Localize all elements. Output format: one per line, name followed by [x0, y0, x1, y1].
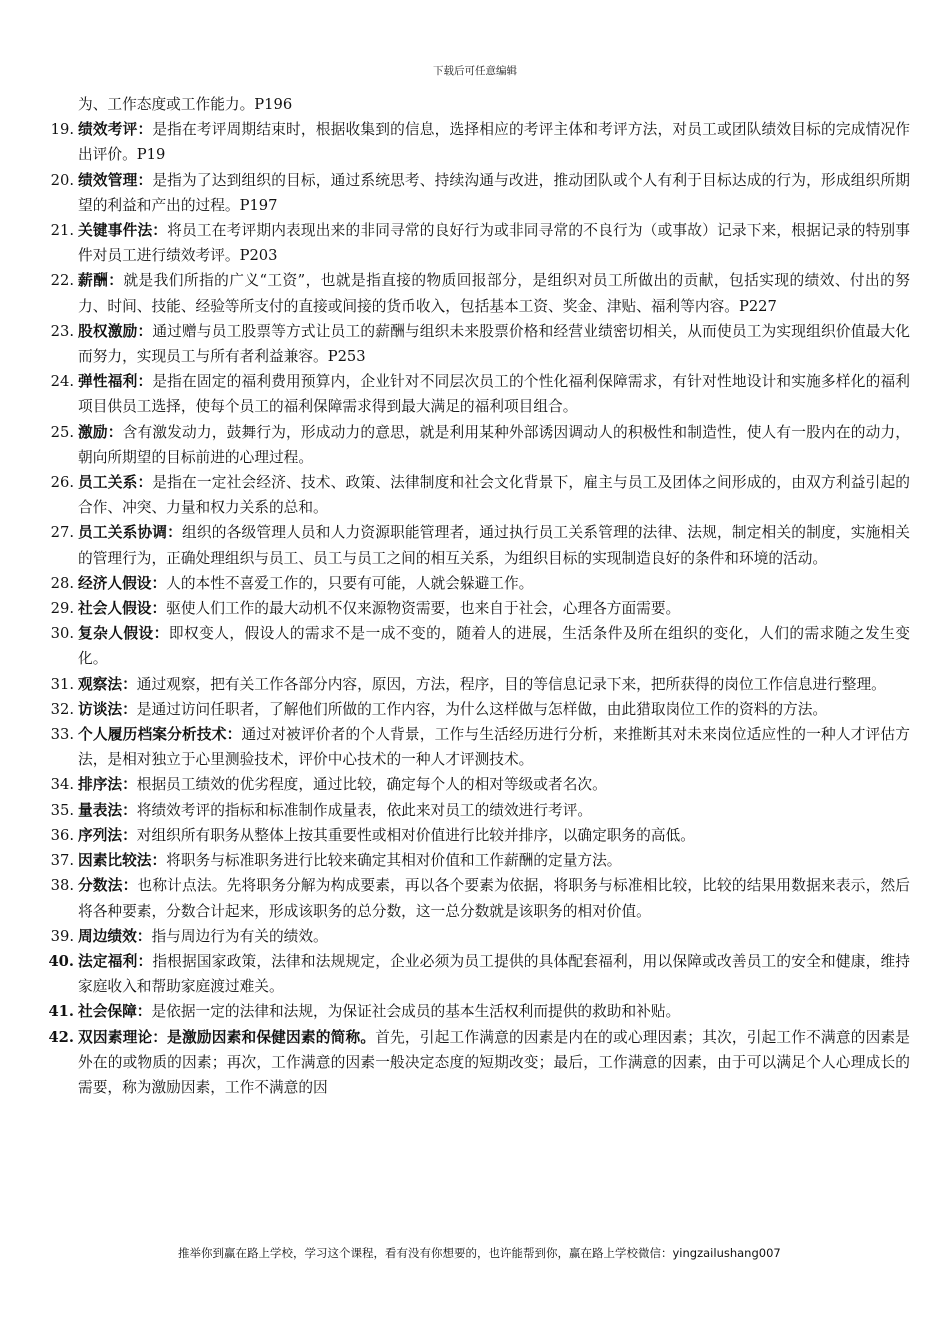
page-header: 下载后可任意编辑: [433, 65, 517, 77]
item-number: 40.: [48, 952, 74, 970]
item-definition: 也称计点法。先将职务分解为构成要素，再以各个要素为依据，将职务与标准相比较，比较的结果用数据来表示，然后将各种要素，分数合计起来，形成该职务的总分数，这一总分数就是该职务的相对价值。: [78, 877, 910, 920]
item-body: [78, 571, 910, 596]
footer-text: 推举你到赢在路上学校，学习这个课程，看有没有你想要的，也许能帮到你，赢在路上学校微信：: [178, 1246, 673, 1260]
item-definition: 将职务与标准职务进行比较来确定其相对价值和工作薪酬的定量方法。: [166, 852, 622, 870]
item-term: 个人履历档案分析技术：: [78, 726, 242, 744]
item-number: 35.: [50, 801, 74, 819]
glossary-item: [30, 369, 910, 419]
item-term: 绩效管理：: [78, 171, 153, 189]
item-term: 激励：: [78, 423, 123, 441]
item-number: 37.: [50, 852, 74, 870]
item-definition: 根据员工绩效的优劣程度，通过比较，确定每个人的相对等级或者名次。: [136, 776, 607, 794]
item-number: 41.: [48, 1003, 74, 1021]
item-term: 法定福利：: [78, 952, 153, 970]
item-term: 复杂人假设：: [78, 625, 169, 643]
glossary-item: [30, 798, 910, 823]
glossary-item: [30, 848, 910, 873]
item-number: 19.: [50, 121, 74, 139]
glossary-item: [30, 697, 910, 722]
item-term: 序列法：: [78, 826, 137, 844]
item-term: 社会保障：: [78, 1003, 152, 1021]
item-definition: 将员工在考评期内表现出来的非同寻常的良好行为或非同寻常的不良行为（或事故）记录下来，根据记录的特别事件对员工进行绩效考评。P203: [78, 222, 910, 265]
item-body: [78, 772, 910, 797]
item-number: 39.: [50, 927, 74, 945]
item-number: 42.: [48, 1028, 74, 1046]
item-definition: 含有激发动力，鼓舞行为，形成动力的意思，就是利用某种外部诱因调动人的积极性和制造性，使人有一股内在的动力，朝向所期望的目标前进的心理过程。: [78, 423, 910, 466]
item-definition: 人的本性不喜爱工作的，只要有可能，人就会躲避工作。: [166, 574, 534, 592]
item-definition: 是通过访问任职者，了解他们所做的工作内容，为什么这样做与怎样做，由此猎取岗位工作的资料的方法。: [136, 700, 828, 718]
item-term: 双因素理论：是激励因素和保健因素的简称。: [78, 1028, 376, 1046]
item-definition: 组织的各级管理人员和人力资源职能管理者，通过执行员工关系管理的法律、法规，制定相关的制度，实施相关的管理行为，正确处理组织与员工、员工与员工之间的相互关系，为组织目标的实现制造良好的条件和环境的活动。: [78, 524, 910, 567]
item-term: 薪酬：: [78, 272, 124, 290]
item-body: [78, 420, 910, 470]
item-body: [78, 848, 910, 873]
item-definition: 是指在考评周期结束时，根据收集到的信息，选择相应的考评主体和考评方法，对员工或团队绩效目标的完成情况作出评价。P19: [78, 121, 910, 164]
item-number: 38.: [50, 877, 74, 895]
item-term: 关键事件法：: [78, 222, 168, 240]
page-footer: [178, 1246, 938, 1261]
item-term: 弹性福利：: [78, 373, 153, 391]
item-number: 27.: [50, 524, 74, 542]
item-term: 排序法：: [78, 776, 137, 794]
item-body: [78, 319, 910, 369]
item-body: [78, 117, 910, 167]
glossary-item: [30, 621, 910, 671]
item-term: 经济人假设：: [78, 574, 167, 592]
glossary-item: [30, 571, 910, 596]
item-body: [78, 168, 910, 218]
item-body: [78, 621, 910, 671]
item-term: 周边绩效：: [78, 927, 152, 945]
item-number: 34.: [50, 776, 74, 794]
item-body: [78, 470, 910, 520]
glossary-item: [30, 999, 910, 1024]
glossary-item: [30, 596, 910, 621]
item-definition: 将绩效考评的指标和标准制作成量表，依此来对员工的绩效进行考评。: [136, 801, 593, 819]
item-body: [78, 697, 910, 722]
glossary-list: [30, 117, 910, 1100]
item-number: 36.: [50, 826, 74, 844]
item-term: 社会人假设：: [78, 600, 167, 618]
glossary-item: [30, 772, 910, 797]
item-definition: 指根据国家政策，法律和法规规定，企业必须为员工提供的具体配套福利，用以保障或改善员工的安全和健康，维持家庭收入和帮助家庭渡过难关。: [78, 952, 910, 996]
item-body: [78, 520, 910, 570]
item-definition: 通过赠与员工股票等方式让员工的薪酬与组织未来股票价格和经营业绩密切相关，从而使员工为实现组织价值最大化而努力，实现员工与所有者利益兼容。P253: [78, 322, 910, 366]
item-body: [78, 722, 910, 772]
glossary-item: [30, 672, 910, 697]
glossary-item: [30, 949, 910, 999]
item-number: 28.: [50, 574, 74, 592]
glossary-item: [30, 520, 910, 570]
glossary-item: [30, 722, 910, 772]
item-definition: 是指在一定社会经济、技术、政策、法律制度和社会文化背景下，雇主与员工及团体之间形成的，由双方利益引起的合作、冲突、力量和权力关系的总和。: [78, 474, 910, 517]
item-definition: 通过观察，把有关工作各部分内容，原因，方法，程序，目的等信息记录下来，把所获得的岗位工作信息进行整理。: [136, 675, 886, 693]
item-definition: 就是我们所指的广义“工资”，也就是指直接的物质回报部分，是组织对员工所做出的贡献，包括实现的绩效、付出的努力、时间、技能、经验等所支付的直接或间接的货币收入，包括基本工资、奖金、津贴、福利等内容。P227: [78, 272, 910, 315]
item-body: [78, 873, 910, 923]
glossary-item: [30, 420, 910, 470]
item-definition: 是指在固定的福利费用预算内，企业针对不同层次员工的个性化福利保障需求，有针对性地设计和实施多样化的福利项目供员工选择，使每个员工的福利保障需求得到最大满足的福利项目组合。: [78, 373, 910, 416]
item-definition: 通过对被评价者的个人背景，工作与生活经历进行分析，来推断其对未来岗位适应性的一种人才评估方法，是相对独立于心里测验技术，评价中心技术的一种人才评测技术。: [78, 726, 910, 769]
item-number: 21.: [50, 222, 74, 240]
item-number: 30.: [50, 625, 74, 643]
item-body: [78, 596, 910, 621]
glossary-item: [30, 268, 910, 318]
item-term: 访谈法：: [78, 700, 137, 718]
item-body: [78, 999, 910, 1024]
glossary-item: [30, 117, 910, 167]
item-definition: 首先，引起工作满意的因素是内在的或心理因素；其次，引起工作不满意的因素是外在的或物质的因素；再次，工作满意的因素一般决定态度的短期改变；最后，工作满意的因素，由于可以满足个人心理成长的需要，称为激励因素，工作不满意的因: [78, 1028, 910, 1096]
item-term: 股权激励：: [78, 322, 153, 340]
item-number: 32.: [50, 700, 74, 718]
item-term: 员工关系协调：: [78, 524, 183, 542]
item-body: [78, 672, 910, 697]
item-number: 20.: [50, 171, 74, 189]
glossary-item: [30, 924, 910, 949]
glossary-item: [30, 319, 910, 369]
item-definition: 是指为了达到组织的目标，通过系统思考、持续沟通与改进，推动团队或个人有利于目标达成的行为，形成组织所期望的利益和产出的过程。P197: [78, 171, 910, 214]
item-body: [78, 369, 910, 419]
item-term: 绩效考评：: [78, 121, 153, 139]
item-body: [78, 268, 910, 318]
item-definition: 对组织所有职务从整体上按其重要性或相对价值进行比较并排序，以确定职务的高低。: [136, 826, 695, 844]
glossary-item: [30, 1025, 910, 1101]
item-definition: 驱使人们工作的最大动机不仅来源物资需要，也来自于社会，心理各方面需要。: [166, 600, 681, 618]
glossary-item: [30, 470, 910, 520]
item-body: [78, 798, 910, 823]
glossary-item: [30, 218, 910, 268]
item-body: [78, 218, 910, 268]
item-term: 因素比较法：: [78, 852, 167, 870]
item-definition: 即权变人，假设人的需求不是一成不变的，随着人的进展，生活条件及所在组织的变化，人们的需求随之发生变化。: [78, 625, 910, 668]
item-body: [78, 924, 910, 949]
item-term: 分数法：: [78, 877, 138, 895]
item-number: 29.: [50, 600, 74, 618]
item-definition: 指与周边行为有关的绩效。: [151, 927, 328, 945]
continued-text: 为、工作态度或工作能力。P196: [78, 96, 293, 113]
item-number: 26.: [50, 474, 74, 492]
item-number: 22.: [50, 272, 74, 290]
glossary-item: [30, 823, 910, 848]
item-number: 23.: [50, 322, 74, 340]
item-term: 观察法：: [78, 675, 137, 693]
item-number: 31.: [50, 675, 74, 693]
glossary-document: [30, 92, 910, 1100]
glossary-item: [30, 873, 910, 923]
item-term: 员工关系：: [78, 474, 153, 492]
item-number: 24.: [50, 373, 74, 391]
item-term: 量表法：: [78, 801, 137, 819]
item-number: 33.: [50, 726, 74, 744]
item-number: 25.: [50, 423, 74, 441]
item-body: [78, 1025, 910, 1101]
glossary-item: [30, 168, 910, 218]
footer-wechat-id: yingzailushang007: [672, 1246, 781, 1260]
item-body: [78, 949, 910, 999]
item-body: [78, 823, 910, 848]
item-definition: 是依据一定的法律和法规，为保证社会成员的基本生活权利而提供的救助和补贴。: [151, 1003, 681, 1021]
